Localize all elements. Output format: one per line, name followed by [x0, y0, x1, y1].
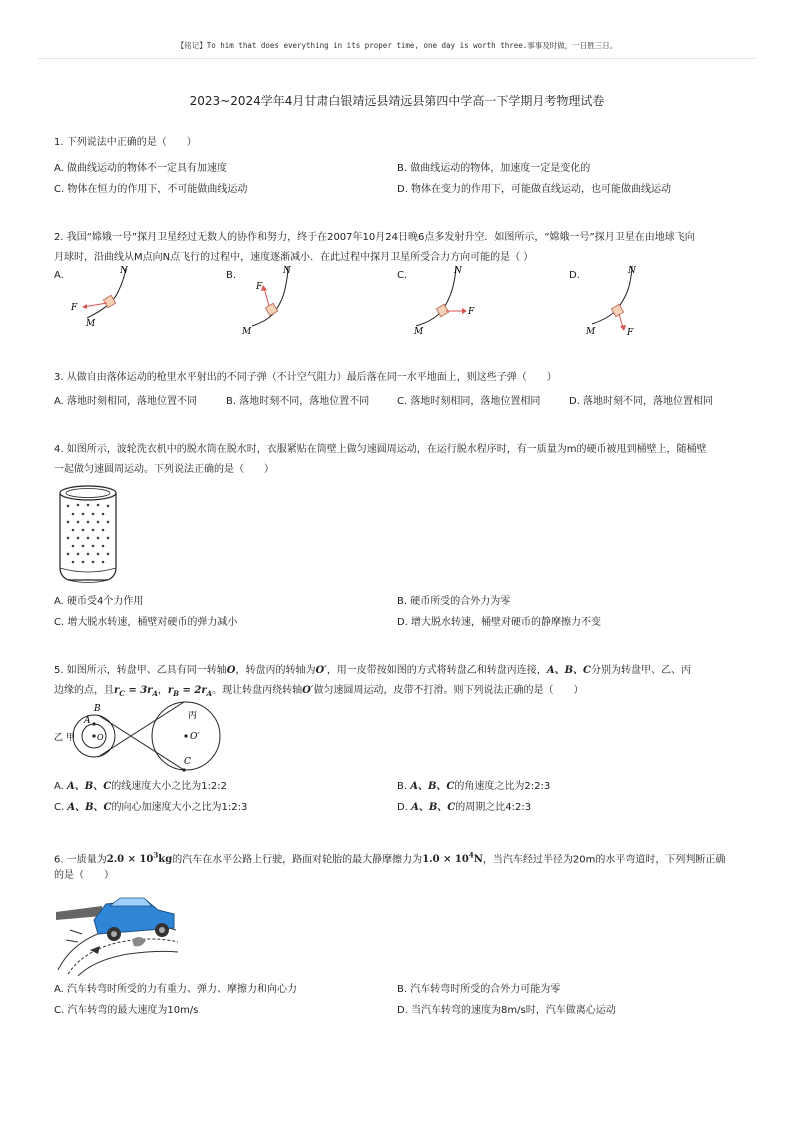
question-5-stem-line1: 5. 如图所示，转盘甲、乙具有同一转轴O，转盘丙的转轴为O′，用一皮带按如图的方式将转盘乙和转盘丙连接，A、B、C分别为转盘甲、乙、丙 — [54, 665, 691, 676]
question-3-option-b[interactable]: B. 落地时刻不同，落地位置不同 — [226, 396, 370, 407]
svg-text:M: M — [414, 327, 424, 337]
question-3-option-a[interactable]: A. 落地时刻相同，落地位置不同 — [54, 396, 198, 407]
question-4-option-c[interactable]: C. 增大脱水转速，桶壁对硬币的弹力减小 — [54, 617, 238, 628]
pulley-figure — [54, 700, 234, 774]
question-2-option-d[interactable]: D. — [569, 270, 580, 281]
label-yi: 乙 — [54, 733, 64, 743]
question-3-stem: 3. 从做自由落体运动的枪里水平射出的不同子弹（不计空气阻力）最后落在同一水平地面上，则这些子弹（ ） — [54, 372, 557, 383]
question-2-option-a[interactable]: A. — [54, 270, 64, 281]
force-arrow-icon — [264, 288, 269, 306]
svg-text:F: F — [627, 328, 634, 338]
washing-drum-figure — [54, 484, 126, 588]
car-turning-figure — [54, 890, 180, 976]
svg-text:N: N — [454, 266, 462, 276]
label-n: N — [120, 266, 128, 276]
question-4-stem-line2: 一起做匀速圆周运动。下列说法正确的是（ ） — [54, 464, 274, 475]
question-6-option-b[interactable]: B. 汽车转弯时所受的合外力可能为零 — [397, 984, 561, 995]
question-2-stem-line1: 2. 我国“嫦娥一号”探月卫星经过无数人的协作和努力，终于在2007年10月24日晚6点多发射升空．如图所示，“嫦娥一号”探月卫星在由地球飞向 — [54, 232, 695, 243]
question-3-option-c[interactable]: C. 落地时刻相同，落地位置相同 — [397, 396, 541, 407]
svg-text:M: M — [586, 327, 596, 337]
page-title: 2023~2024学年4月甘肃白银靖远县靖远县第四中学高一下学期月考物理试卷 — [189, 94, 605, 108]
question-1-option-a[interactable]: A. 做曲线运动的物体不一定具有加速度 — [54, 163, 228, 174]
satellite-box-icon — [103, 295, 115, 307]
question-4-option-d[interactable]: D. 增大脱水转速，桶壁对硬币的静摩擦力不变 — [397, 617, 602, 628]
svg-text:N: N — [628, 266, 636, 276]
label-m: M — [86, 319, 96, 329]
label-jia: 甲 — [66, 733, 76, 743]
question-2-figure-c — [408, 262, 508, 338]
question-4-option-a[interactable]: A. 硬币受4个力作用 — [54, 596, 144, 607]
question-5-stem-line2: 边缘的点，且$r_C = 3r_A$，$r_B = 2r_A$。现让转盘丙绕转轴O′做匀速圆周运动，皮带不打滑。则下列说法正确的是（ ） — [54, 685, 584, 698]
question-1-option-c[interactable]: C. 物体在恒力的作用下，不可能做曲线运动 — [54, 184, 248, 195]
question-6-option-a[interactable]: A. 汽车转弯时所受的力有重力、弹力、摩擦力和向心力 — [54, 984, 298, 995]
header-motto: 【铭记】To him that does everything in its proper time, one day is worth three.事事及时做，一日胜三日。 — [176, 41, 618, 50]
label-c: C — [184, 757, 191, 767]
question-4-option-b[interactable]: B. 硬币所受的合外力为零 — [397, 596, 511, 607]
question-2-option-c[interactable]: C. — [397, 270, 408, 281]
question-2-option-b[interactable]: B. — [226, 270, 237, 281]
svg-text:F: F — [256, 282, 263, 292]
satellite-box-icon — [265, 303, 277, 315]
svg-text:F: F — [468, 307, 475, 317]
label-f: F — [71, 303, 78, 313]
label-a: A — [84, 716, 91, 726]
question-4-stem-line1: 4. 如图所示，波轮洗衣机中的脱水筒在脱水时，衣服紧贴在筒壁上做匀速圆周运动，在运行脱水程序时，有一质量为m的硬币被甩到桶壁上，随桶壁 — [54, 444, 707, 455]
question-6-option-d[interactable]: D. 当汽车转弯的速度为8m/s时，汽车做离心运动 — [397, 1005, 616, 1016]
question-6-option-c[interactable]: C. 汽车转弯的最大速度为10m/s — [54, 1005, 199, 1016]
question-5-option-d[interactable]: D. A、B、C的周期之比4:2:3 — [397, 802, 532, 813]
satellite-box-icon — [611, 304, 623, 316]
question-5-option-c[interactable]: C. A、B、C的向心加速度大小之比为1:2:3 — [54, 802, 248, 813]
question-2-figure-b — [236, 262, 336, 338]
question-5-option-b[interactable]: B. A、B、C的角速度之比为2:2:3 — [397, 781, 551, 792]
question-3-option-d[interactable]: D. 落地时刻不同，落地位置相同 — [569, 396, 714, 407]
question-1-option-b[interactable]: B. 做曲线运动的物体，加速度一定是变化的 — [397, 163, 591, 174]
label-o-prime: O′ — [190, 732, 200, 742]
question-1-option-d[interactable]: D. 物体在变力的作用下，可能做直线运动，也可能做曲线运动 — [397, 184, 672, 195]
label-o: O — [97, 733, 104, 742]
svg-text:N: N — [283, 266, 291, 276]
question-2-figure-a — [60, 262, 160, 334]
label-b: B — [94, 704, 101, 714]
question-6-stem-line1: 6. 一质量为$2.0 \times 10^3kg$的汽车在水平公路上行驶，路面对轮胎的最大静摩擦力为$1.0 \times 10^4N$，当汽车经过半径为20m的水平弯道时，下列判断正确 — [54, 851, 726, 866]
question-5-option-a[interactable]: A. A、B、C的线速度大小之比为1:2:2 — [54, 781, 228, 792]
header-divider — [38, 58, 756, 59]
svg-text:M: M — [242, 327, 252, 337]
question-2-stem-line2: 月球时，沿曲线从M点向N点飞行的过程中，速度逐渐减小．在此过程中探月卫星所受合力方向可能的是（ ） — [54, 252, 534, 263]
label-bing: 丙 — [188, 711, 198, 721]
question-6-stem-line2: 的是（ ） — [54, 870, 114, 881]
question-2-figure-d — [580, 262, 680, 340]
question-1-stem: 1. 下列说法中正确的是（ ） — [54, 137, 197, 148]
